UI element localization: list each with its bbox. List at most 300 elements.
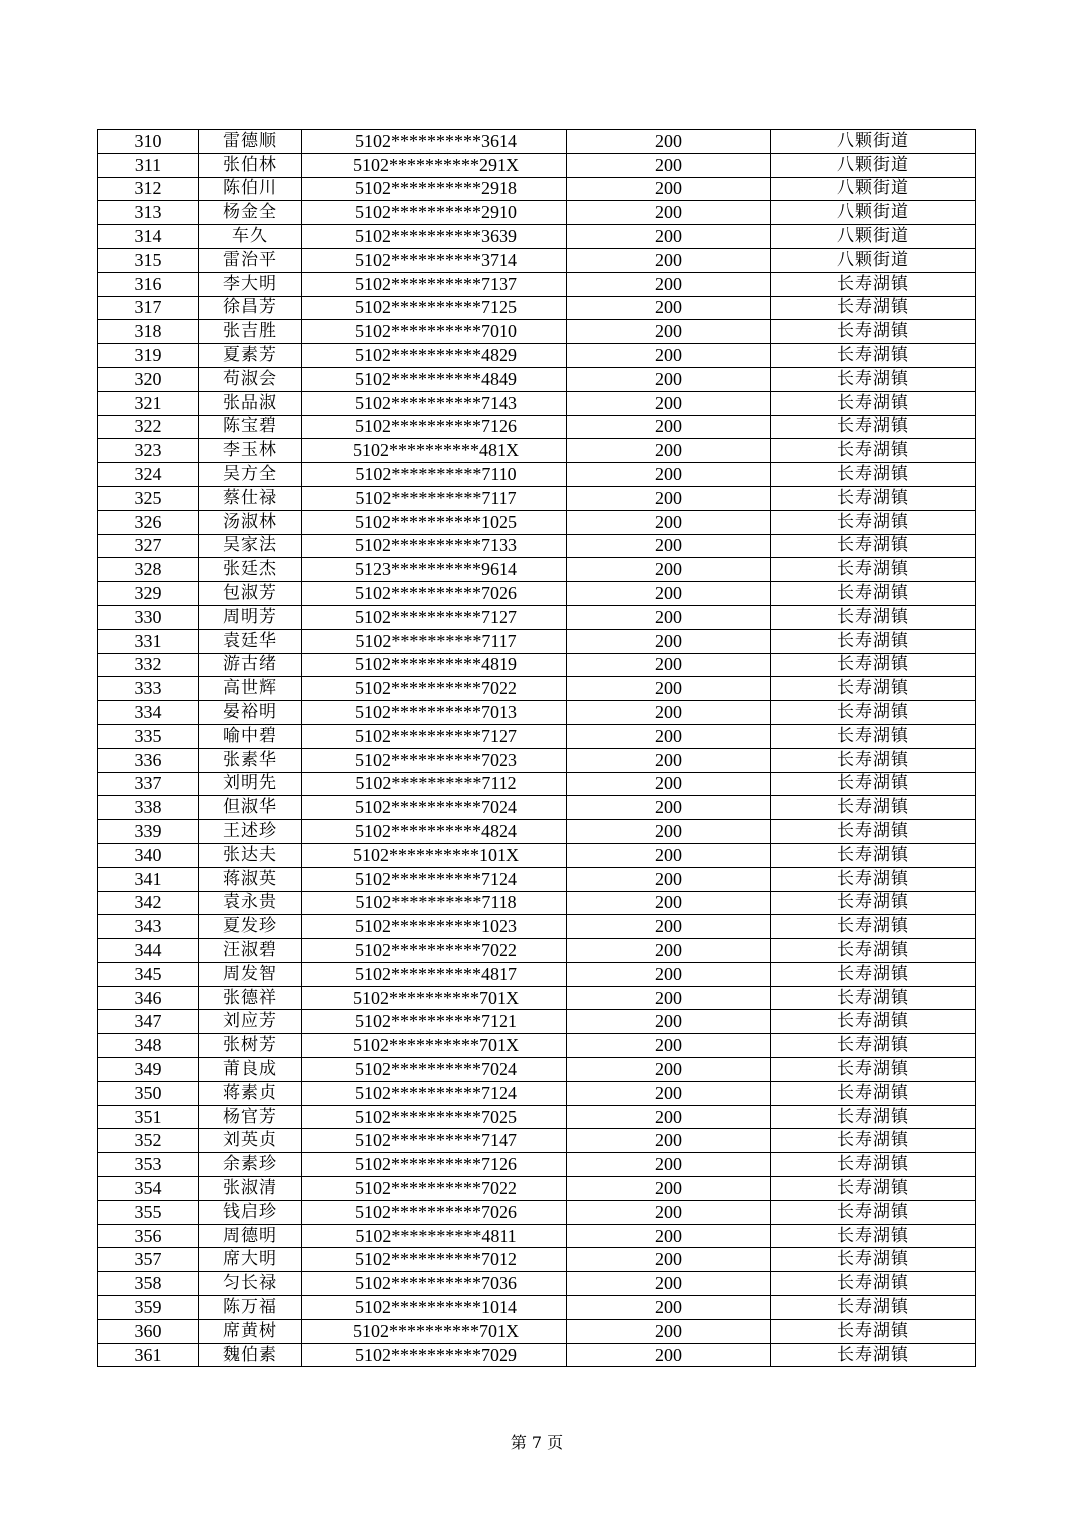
person-name-cell: 周德明	[199, 1224, 302, 1248]
row-number-cell: 329	[98, 582, 199, 606]
person-name-cell: 张素华	[199, 748, 302, 772]
area-name-cell: 长寿湖镇	[771, 1010, 976, 1034]
id-number-cell: 5123**********9614	[302, 558, 567, 582]
area-name-cell: 长寿湖镇	[771, 1177, 976, 1201]
person-name-cell: 蔡仕禄	[199, 486, 302, 510]
amount-cell: 200	[567, 796, 771, 820]
amount-cell: 200	[567, 558, 771, 582]
id-number-cell: 5102**********7143	[302, 391, 567, 415]
table-row	[98, 1224, 976, 1248]
amount-cell: 200	[567, 486, 771, 510]
row-number-cell: 328	[98, 558, 199, 582]
id-number-cell: 5102**********7121	[302, 1010, 567, 1034]
amount-cell: 200	[567, 201, 771, 225]
row-number-cell: 344	[98, 939, 199, 963]
id-number-cell: 5102**********4849	[302, 367, 567, 391]
person-name-cell: 周发智	[199, 962, 302, 986]
amount-cell: 200	[567, 629, 771, 653]
amount-cell: 200	[567, 177, 771, 201]
beneficiary-table	[97, 129, 976, 1367]
table-row	[98, 772, 976, 796]
amount-cell: 200	[567, 367, 771, 391]
amount-cell: 200	[567, 130, 771, 154]
row-number-cell: 331	[98, 629, 199, 653]
amount-cell: 200	[567, 915, 771, 939]
table-row	[98, 653, 976, 677]
amount-cell: 200	[567, 653, 771, 677]
amount-cell: 200	[567, 1153, 771, 1177]
id-number-cell: 5102**********7147	[302, 1129, 567, 1153]
area-name-cell: 长寿湖镇	[771, 1200, 976, 1224]
table-row	[98, 582, 976, 606]
row-number-cell: 310	[98, 130, 199, 154]
amount-cell: 200	[567, 1105, 771, 1129]
area-name-cell: 长寿湖镇	[771, 1153, 976, 1177]
area-name-cell: 长寿湖镇	[771, 1319, 976, 1343]
row-number-cell: 316	[98, 272, 199, 296]
row-number-cell: 320	[98, 367, 199, 391]
amount-cell: 200	[567, 677, 771, 701]
person-name-cell: 袁廷华	[199, 629, 302, 653]
person-name-cell: 徐昌芳	[199, 296, 302, 320]
row-number-cell: 333	[98, 677, 199, 701]
person-name-cell: 张树芳	[199, 1034, 302, 1058]
person-name-cell: 喻中碧	[199, 724, 302, 748]
amount-cell: 200	[567, 1200, 771, 1224]
amount-cell: 200	[567, 1010, 771, 1034]
row-number-cell: 348	[98, 1034, 199, 1058]
person-name-cell: 王述珍	[199, 820, 302, 844]
id-number-cell: 5102**********701X	[302, 1034, 567, 1058]
id-number-cell: 5102**********4829	[302, 344, 567, 368]
area-name-cell: 长寿湖镇	[771, 772, 976, 796]
amount-cell: 200	[567, 344, 771, 368]
amount-cell: 200	[567, 748, 771, 772]
table-row	[98, 939, 976, 963]
table-row	[98, 724, 976, 748]
area-name-cell: 长寿湖镇	[771, 344, 976, 368]
person-name-cell: 夏素芳	[199, 344, 302, 368]
id-number-cell: 5102**********291X	[302, 153, 567, 177]
row-number-cell: 347	[98, 1010, 199, 1034]
person-name-cell: 陈宝碧	[199, 415, 302, 439]
id-number-cell: 5102**********701X	[302, 986, 567, 1010]
area-name-cell: 长寿湖镇	[771, 558, 976, 582]
row-number-cell: 335	[98, 724, 199, 748]
table-row	[98, 344, 976, 368]
amount-cell: 200	[567, 986, 771, 1010]
table-row	[98, 463, 976, 487]
row-number-cell: 350	[98, 1081, 199, 1105]
row-number-cell: 339	[98, 820, 199, 844]
id-number-cell: 5102**********1014	[302, 1296, 567, 1320]
row-number-cell: 322	[98, 415, 199, 439]
table-row	[98, 1058, 976, 1082]
amount-cell: 200	[567, 463, 771, 487]
row-number-cell: 327	[98, 534, 199, 558]
table-row	[98, 701, 976, 725]
id-number-cell: 5102**********7013	[302, 701, 567, 725]
table-row	[98, 677, 976, 701]
id-number-cell: 5102**********7029	[302, 1343, 567, 1367]
table-row	[98, 1248, 976, 1272]
area-name-cell: 八颗街道	[771, 153, 976, 177]
row-number-cell: 317	[98, 296, 199, 320]
row-number-cell: 332	[98, 653, 199, 677]
area-name-cell: 长寿湖镇	[771, 391, 976, 415]
table-row	[98, 201, 976, 225]
area-name-cell: 长寿湖镇	[771, 891, 976, 915]
table-row	[98, 367, 976, 391]
area-name-cell: 长寿湖镇	[771, 605, 976, 629]
area-name-cell: 长寿湖镇	[771, 915, 976, 939]
id-number-cell: 5102**********7127	[302, 605, 567, 629]
area-name-cell: 长寿湖镇	[771, 272, 976, 296]
person-name-cell: 夏发珍	[199, 915, 302, 939]
row-number-cell: 351	[98, 1105, 199, 1129]
area-name-cell: 八颗街道	[771, 225, 976, 249]
id-number-cell: 5102**********7036	[302, 1272, 567, 1296]
table-row	[98, 820, 976, 844]
table-row	[98, 796, 976, 820]
table-row	[98, 272, 976, 296]
person-name-cell: 钱启珍	[199, 1200, 302, 1224]
person-name-cell: 杨官芳	[199, 1105, 302, 1129]
id-number-cell: 5102**********7118	[302, 891, 567, 915]
row-number-cell: 315	[98, 248, 199, 272]
table-row	[98, 534, 976, 558]
person-name-cell: 席黄树	[199, 1319, 302, 1343]
amount-cell: 200	[567, 1058, 771, 1082]
id-number-cell: 5102**********7026	[302, 582, 567, 606]
id-number-cell: 5102**********2918	[302, 177, 567, 201]
table-row	[98, 915, 976, 939]
person-name-cell: 刘英贞	[199, 1129, 302, 1153]
id-number-cell: 5102**********7133	[302, 534, 567, 558]
area-name-cell: 长寿湖镇	[771, 820, 976, 844]
id-number-cell: 5102**********7112	[302, 772, 567, 796]
row-number-cell: 359	[98, 1296, 199, 1320]
table-body	[98, 130, 976, 1367]
person-name-cell: 匀长禄	[199, 1272, 302, 1296]
person-name-cell: 陈伯川	[199, 177, 302, 201]
table-row	[98, 415, 976, 439]
table-row	[98, 1105, 976, 1129]
table-row	[98, 320, 976, 344]
table-row	[98, 748, 976, 772]
row-number-cell: 323	[98, 439, 199, 463]
area-name-cell: 长寿湖镇	[771, 1296, 976, 1320]
id-number-cell: 5102**********7012	[302, 1248, 567, 1272]
amount-cell: 200	[567, 1129, 771, 1153]
table-row	[98, 1343, 976, 1367]
area-name-cell: 长寿湖镇	[771, 986, 976, 1010]
table-row	[98, 486, 976, 510]
person-name-cell: 高世辉	[199, 677, 302, 701]
area-name-cell: 长寿湖镇	[771, 320, 976, 344]
amount-cell: 200	[567, 272, 771, 296]
area-name-cell: 长寿湖镇	[771, 415, 976, 439]
person-name-cell: 余素珍	[199, 1153, 302, 1177]
id-number-cell: 5102**********7022	[302, 677, 567, 701]
amount-cell: 200	[567, 867, 771, 891]
area-name-cell: 长寿湖镇	[771, 510, 976, 534]
row-number-cell: 325	[98, 486, 199, 510]
id-number-cell: 5102**********701X	[302, 1319, 567, 1343]
row-number-cell: 324	[98, 463, 199, 487]
table-row	[98, 558, 976, 582]
person-name-cell: 刘明先	[199, 772, 302, 796]
amount-cell: 200	[567, 415, 771, 439]
person-name-cell: 张德祥	[199, 986, 302, 1010]
person-name-cell: 张达夫	[199, 843, 302, 867]
person-name-cell: 陈万福	[199, 1296, 302, 1320]
person-name-cell: 魏伯素	[199, 1343, 302, 1367]
area-name-cell: 长寿湖镇	[771, 748, 976, 772]
table-row	[98, 225, 976, 249]
amount-cell: 200	[567, 701, 771, 725]
area-name-cell: 长寿湖镇	[771, 843, 976, 867]
amount-cell: 200	[567, 1034, 771, 1058]
id-number-cell: 5102**********1025	[302, 510, 567, 534]
area-name-cell: 长寿湖镇	[771, 653, 976, 677]
area-name-cell: 长寿湖镇	[771, 1343, 976, 1367]
person-name-cell: 游古绪	[199, 653, 302, 677]
area-name-cell: 八颗街道	[771, 130, 976, 154]
id-number-cell: 5102**********4819	[302, 653, 567, 677]
amount-cell: 200	[567, 391, 771, 415]
table-row	[98, 153, 976, 177]
amount-cell: 200	[567, 1343, 771, 1367]
person-name-cell: 但淑华	[199, 796, 302, 820]
row-number-cell: 358	[98, 1272, 199, 1296]
area-name-cell: 长寿湖镇	[771, 582, 976, 606]
row-number-cell: 314	[98, 225, 199, 249]
person-name-cell: 雷治平	[199, 248, 302, 272]
row-number-cell: 354	[98, 1177, 199, 1201]
person-name-cell: 张廷杰	[199, 558, 302, 582]
amount-cell: 200	[567, 1081, 771, 1105]
area-name-cell: 八颗街道	[771, 201, 976, 225]
id-number-cell: 5102**********7126	[302, 1153, 567, 1177]
area-name-cell: 长寿湖镇	[771, 296, 976, 320]
area-name-cell: 长寿湖镇	[771, 1224, 976, 1248]
person-name-cell: 汪淑碧	[199, 939, 302, 963]
row-number-cell: 326	[98, 510, 199, 534]
row-number-cell: 357	[98, 1248, 199, 1272]
id-number-cell: 5102**********7026	[302, 1200, 567, 1224]
table-row	[98, 843, 976, 867]
row-number-cell: 349	[98, 1058, 199, 1082]
area-name-cell: 长寿湖镇	[771, 439, 976, 463]
id-number-cell: 5102**********7117	[302, 486, 567, 510]
id-number-cell: 5102**********3614	[302, 130, 567, 154]
amount-cell: 200	[567, 582, 771, 606]
id-number-cell: 5102**********7127	[302, 724, 567, 748]
amount-cell: 200	[567, 510, 771, 534]
amount-cell: 200	[567, 1319, 771, 1343]
area-name-cell: 长寿湖镇	[771, 486, 976, 510]
area-name-cell: 八颗街道	[771, 248, 976, 272]
area-name-cell: 长寿湖镇	[771, 962, 976, 986]
amount-cell: 200	[567, 153, 771, 177]
row-number-cell: 343	[98, 915, 199, 939]
id-number-cell: 5102**********101X	[302, 843, 567, 867]
id-number-cell: 5102**********3639	[302, 225, 567, 249]
table-row	[98, 1296, 976, 1320]
row-number-cell: 318	[98, 320, 199, 344]
area-name-cell: 长寿湖镇	[771, 534, 976, 558]
amount-cell: 200	[567, 1296, 771, 1320]
table-row	[98, 1319, 976, 1343]
person-name-cell: 席大明	[199, 1248, 302, 1272]
row-number-cell: 313	[98, 201, 199, 225]
row-number-cell: 360	[98, 1319, 199, 1343]
id-number-cell: 5102**********7024	[302, 1058, 567, 1082]
amount-cell: 200	[567, 1248, 771, 1272]
person-name-cell: 张淑清	[199, 1177, 302, 1201]
area-name-cell: 长寿湖镇	[771, 1081, 976, 1105]
person-name-cell: 杨金全	[199, 201, 302, 225]
table-row	[98, 629, 976, 653]
table-row	[98, 248, 976, 272]
id-number-cell: 5102**********3714	[302, 248, 567, 272]
person-name-cell: 莆良成	[199, 1058, 302, 1082]
id-number-cell: 5102**********7110	[302, 463, 567, 487]
area-name-cell: 长寿湖镇	[771, 724, 976, 748]
id-number-cell: 5102**********7126	[302, 415, 567, 439]
row-number-cell: 321	[98, 391, 199, 415]
amount-cell: 200	[567, 1224, 771, 1248]
person-name-cell: 吴家法	[199, 534, 302, 558]
row-number-cell: 338	[98, 796, 199, 820]
row-number-cell: 311	[98, 153, 199, 177]
person-name-cell: 周明芳	[199, 605, 302, 629]
person-name-cell: 刘应芳	[199, 1010, 302, 1034]
row-number-cell: 352	[98, 1129, 199, 1153]
table-row	[98, 391, 976, 415]
table-row	[98, 1153, 976, 1177]
amount-cell: 200	[567, 320, 771, 344]
table-row	[98, 891, 976, 915]
row-number-cell: 330	[98, 605, 199, 629]
area-name-cell: 长寿湖镇	[771, 701, 976, 725]
person-name-cell: 晏裕明	[199, 701, 302, 725]
page-number: 第 7 页	[510, 1433, 564, 1452]
person-name-cell: 张吉胜	[199, 320, 302, 344]
amount-cell: 200	[567, 1272, 771, 1296]
area-name-cell: 长寿湖镇	[771, 939, 976, 963]
id-number-cell: 5102**********7137	[302, 272, 567, 296]
row-number-cell: 312	[98, 177, 199, 201]
person-name-cell: 李玉林	[199, 439, 302, 463]
table-row	[98, 510, 976, 534]
person-name-cell: 雷德顺	[199, 130, 302, 154]
id-number-cell: 5102**********7022	[302, 1177, 567, 1201]
table-row	[98, 439, 976, 463]
id-number-cell: 5102**********7124	[302, 1081, 567, 1105]
table-row	[98, 1129, 976, 1153]
amount-cell: 200	[567, 843, 771, 867]
id-number-cell: 5102**********4811	[302, 1224, 567, 1248]
amount-cell: 200	[567, 296, 771, 320]
id-number-cell: 5102**********7023	[302, 748, 567, 772]
row-number-cell: 342	[98, 891, 199, 915]
id-number-cell: 5102**********7125	[302, 296, 567, 320]
amount-cell: 200	[567, 225, 771, 249]
id-number-cell: 5102**********1023	[302, 915, 567, 939]
person-name-cell: 张品淑	[199, 391, 302, 415]
amount-cell: 200	[567, 724, 771, 748]
id-number-cell: 5102**********481X	[302, 439, 567, 463]
amount-cell: 200	[567, 939, 771, 963]
row-number-cell: 340	[98, 843, 199, 867]
area-name-cell: 长寿湖镇	[771, 1272, 976, 1296]
id-number-cell: 5102**********2910	[302, 201, 567, 225]
table-row	[98, 867, 976, 891]
amount-cell: 200	[567, 605, 771, 629]
table-row	[98, 1034, 976, 1058]
area-name-cell: 长寿湖镇	[771, 867, 976, 891]
row-number-cell: 355	[98, 1200, 199, 1224]
row-number-cell: 336	[98, 748, 199, 772]
area-name-cell: 长寿湖镇	[771, 677, 976, 701]
area-name-cell: 长寿湖镇	[771, 1129, 976, 1153]
table-row	[98, 1272, 976, 1296]
id-number-cell: 5102**********7010	[302, 320, 567, 344]
amount-cell: 200	[567, 248, 771, 272]
area-name-cell: 长寿湖镇	[771, 1034, 976, 1058]
area-name-cell: 长寿湖镇	[771, 463, 976, 487]
person-name-cell: 车久	[199, 225, 302, 249]
amount-cell: 200	[567, 891, 771, 915]
id-number-cell: 5102**********7124	[302, 867, 567, 891]
table-row	[98, 1081, 976, 1105]
row-number-cell: 337	[98, 772, 199, 796]
person-name-cell: 张伯林	[199, 153, 302, 177]
row-number-cell: 361	[98, 1343, 199, 1367]
amount-cell: 200	[567, 534, 771, 558]
id-number-cell: 5102**********7024	[302, 796, 567, 820]
row-number-cell: 346	[98, 986, 199, 1010]
id-number-cell: 5102**********4824	[302, 820, 567, 844]
row-number-cell: 334	[98, 701, 199, 725]
table-row	[98, 986, 976, 1010]
row-number-cell: 356	[98, 1224, 199, 1248]
person-name-cell: 袁永贵	[199, 891, 302, 915]
table-row	[98, 1010, 976, 1034]
area-name-cell: 长寿湖镇	[771, 1105, 976, 1129]
row-number-cell: 353	[98, 1153, 199, 1177]
table-row	[98, 130, 976, 154]
table-row	[98, 1177, 976, 1201]
id-number-cell: 5102**********7022	[302, 939, 567, 963]
row-number-cell: 341	[98, 867, 199, 891]
table-row	[98, 296, 976, 320]
person-name-cell: 汤淑林	[199, 510, 302, 534]
amount-cell: 200	[567, 772, 771, 796]
area-name-cell: 八颗街道	[771, 177, 976, 201]
area-name-cell: 长寿湖镇	[771, 1058, 976, 1082]
person-name-cell: 吴方全	[199, 463, 302, 487]
area-name-cell: 长寿湖镇	[771, 796, 976, 820]
person-name-cell: 蒋淑英	[199, 867, 302, 891]
table-row	[98, 605, 976, 629]
row-number-cell: 319	[98, 344, 199, 368]
amount-cell: 200	[567, 820, 771, 844]
amount-cell: 200	[567, 962, 771, 986]
id-number-cell: 5102**********4817	[302, 962, 567, 986]
